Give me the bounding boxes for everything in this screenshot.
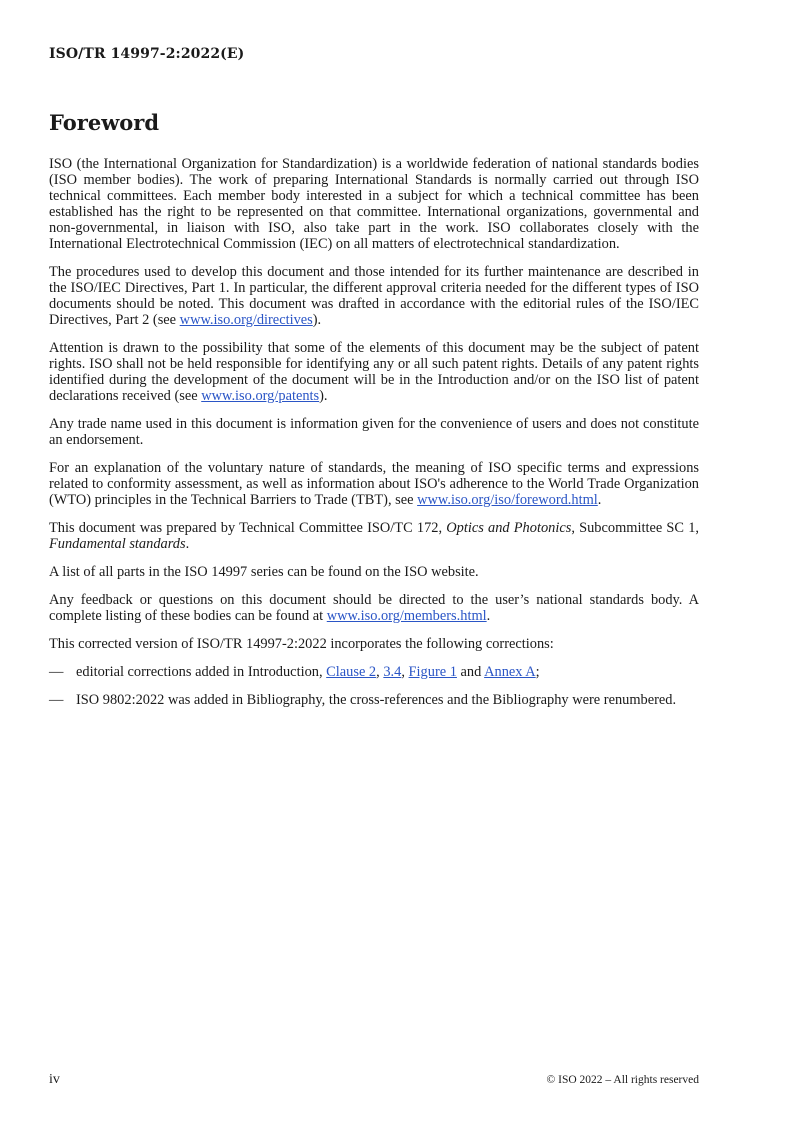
copyright-notice: © ISO 2022 – All rights reserved — [546, 1074, 699, 1086]
annex-a-link[interactable]: Annex A — [484, 664, 536, 680]
page-title: Foreword — [49, 110, 160, 135]
dash-bullet: — — [49, 664, 64, 680]
paragraph-patents: Attention is drawn to the possibility that some of the elements of this document may be the subject of patent rights. ISO shall not be held responsible for identifying any or all such patent rights. Details of any patent rights identified during the development of the document will be in the Introduction and/or on the ISO list of patent declarations received (see www.iso.org/patents). — [49, 340, 699, 404]
document-id-header: ISO/TR 14997-2:2022(E) — [49, 46, 245, 62]
paragraph-iso-intro: ISO (the International Organization for Standardization) is a worldwide federation of national standards bodies (ISO member bodies). The work of preparing International Standards is normally carried out through ISO technical committees. Each member body interested in a subject for which a technical committee has been established has the right to be represented on that committee. International organizations, governmental and non-governmental, in liaison with ISO, also take part in the work. ISO collaborates closely with the International Electrotechnical Commission (IEC) on all matters of electrotechnical standardization. — [49, 156, 699, 252]
list-item: — editorial corrections added in Introduction, Clause 2, 3.4, Figure 1 and Annex A; — [49, 664, 540, 680]
directives-link[interactable]: www.iso.org/directives — [179, 312, 313, 328]
clause-2-link[interactable]: Clause 2 — [326, 664, 377, 680]
page-number: iv — [49, 1072, 60, 1087]
list-item: — ISO 9802:2022 was added in Bibliography, the cross-references and the Bibliography were renumbered. — [49, 692, 677, 708]
paragraph-procedures: The procedures used to develop this document and those intended for its further maintenance are described in the ISO/IEC Directives, Part 1. In particular, the different approval criteria needed for the different types of ISO documents should be noted. This document was drafted in accordance with the editorial rules of the ISO/IEC Directives, Part 2 (see www.iso.org/directives). — [49, 264, 699, 328]
paragraph-feedback: Any feedback or questions on this document should be directed to the user’s national standards body. A complete listing of these bodies can be found at www.iso.org/members.html. — [49, 592, 699, 624]
patents-link[interactable]: www.iso.org/patents — [201, 388, 320, 404]
dash-bullet: — — [49, 692, 64, 708]
paragraph-corrected-version: This corrected version of ISO/TR 14997-2:2022 incorporates the following corrections: — [49, 636, 554, 652]
paragraph-committee: This document was prepared by Technical Committee ISO/TC 172, Optics and Photonics, Subcommittee SC 1, Fundamental standards. — [49, 520, 699, 552]
section-3-4-link[interactable]: 3.4 — [383, 664, 402, 680]
figure-1-link[interactable]: Figure 1 — [408, 664, 457, 680]
members-link[interactable]: www.iso.org/members.html — [326, 608, 487, 624]
foreword-link[interactable]: www.iso.org/iso/foreword.html — [417, 492, 598, 508]
paragraph-trade-name: Any trade name used in this document is information given for the convenience of users and does not constitute an endorsement. — [49, 416, 699, 448]
foreword-body — [49, 156, 699, 720]
corrections-list — [49, 664, 699, 708]
paragraph-voluntary-nature: For an explanation of the voluntary nature of standards, the meaning of ISO specific terms and expressions related to conformity assessment, as well as information about ISO's adherence to the World Trade Organization (WTO) principles in the Technical Barriers to Trade (TBT), see www.iso.org/iso/foreword.html. — [49, 460, 699, 508]
paragraph-series-list: A list of all parts in the ISO 14997 series can be found on the ISO website. — [49, 564, 479, 580]
